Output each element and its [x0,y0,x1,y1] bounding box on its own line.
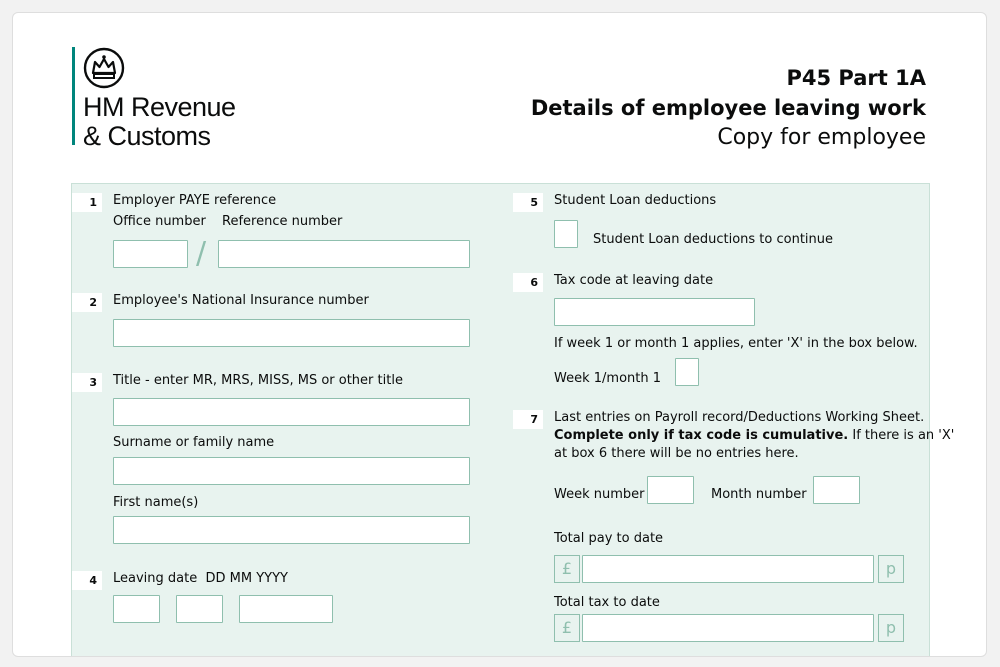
leaving-year-field[interactable] [239,595,333,623]
royal-crest-icon [83,47,125,89]
payroll-entries-label: Last entries on Payroll record/Deductions Working Sheet. [554,410,925,425]
title-label: Title - enter MR, MRS, MISS, MS or other title [113,373,403,388]
student-loan-checkbox-label: Student Loan deductions to continue [593,232,834,247]
surname-field[interactable] [113,457,470,485]
form-title: Details of employee leaving work [530,96,926,120]
week-number-field[interactable] [647,476,694,504]
office-number-label: Office number [113,214,206,229]
total-pay-label: Total pay to date [554,531,664,546]
payroll-entries-note-2: at box 6 there will be no entries here. [554,446,799,461]
leaving-day-field[interactable] [113,595,160,623]
form-code: P45 Part 1A [786,66,926,90]
week1-month1-checkbox[interactable] [675,358,699,386]
leaving-month-field[interactable] [176,595,223,623]
tax-code-label: Tax code at leaving date [554,273,714,288]
section-number-4: 4 [72,571,102,590]
total-pay-pence-sign: p [878,555,904,583]
week1-note: If week 1 or month 1 applies, enter 'X' in the box below. [554,336,918,351]
section-number-5: 5 [513,193,543,212]
total-tax-label: Total tax to date [554,595,660,610]
student-loan-label: Student Loan deductions [554,193,717,208]
month-number-label: Month number [711,487,807,502]
ni-number-field[interactable] [113,319,470,347]
brand-line-1: HM Revenue [83,92,236,122]
form-subtitle: Copy for employee [717,125,926,150]
reference-number-label: Reference number [222,214,343,229]
total-pay-pound-sign: £ [554,555,580,583]
first-name-field[interactable] [113,516,470,544]
brand-line-2: & Customs [83,121,211,151]
payroll-entries-note [554,427,954,444]
month-number-field[interactable] [813,476,860,504]
surname-label: Surname or family name [113,435,275,450]
total-tax-field[interactable] [582,614,874,642]
brand-name [83,93,236,151]
form-heading [531,63,926,153]
paye-separator: / [196,236,207,271]
section-number-3: 3 [72,373,102,392]
x-note: If there is an 'X' [848,428,955,443]
total-tax-pound-sign: £ [554,614,580,642]
leaving-date-label: Leaving date DD MM YYYY [113,571,288,586]
office-number-field[interactable] [113,240,188,268]
form-panel [71,183,955,657]
section-number-7: 7 [513,410,543,429]
reference-number-field[interactable] [218,240,470,268]
student-loan-checkbox[interactable] [554,220,578,248]
week1-month1-label: Week 1/month 1 [554,371,661,386]
section-number-6: 6 [513,273,543,292]
tax-code-field[interactable] [554,298,755,326]
section-number-2: 2 [72,293,102,312]
paye-reference-label: Employer PAYE reference [113,193,277,208]
first-name-label: First name(s) [113,495,199,510]
week-number-label: Week number [554,487,645,502]
brand-accent-bar [72,47,75,145]
section-number-1: 1 [72,193,102,212]
total-pay-field[interactable] [582,555,874,583]
form-page [12,12,987,657]
title-field[interactable] [113,398,470,426]
cumulative-note: Complete only if tax code is cumulative. [554,428,849,443]
ni-number-label: Employee's National Insurance number [113,293,369,308]
total-tax-pence-sign: p [878,614,904,642]
